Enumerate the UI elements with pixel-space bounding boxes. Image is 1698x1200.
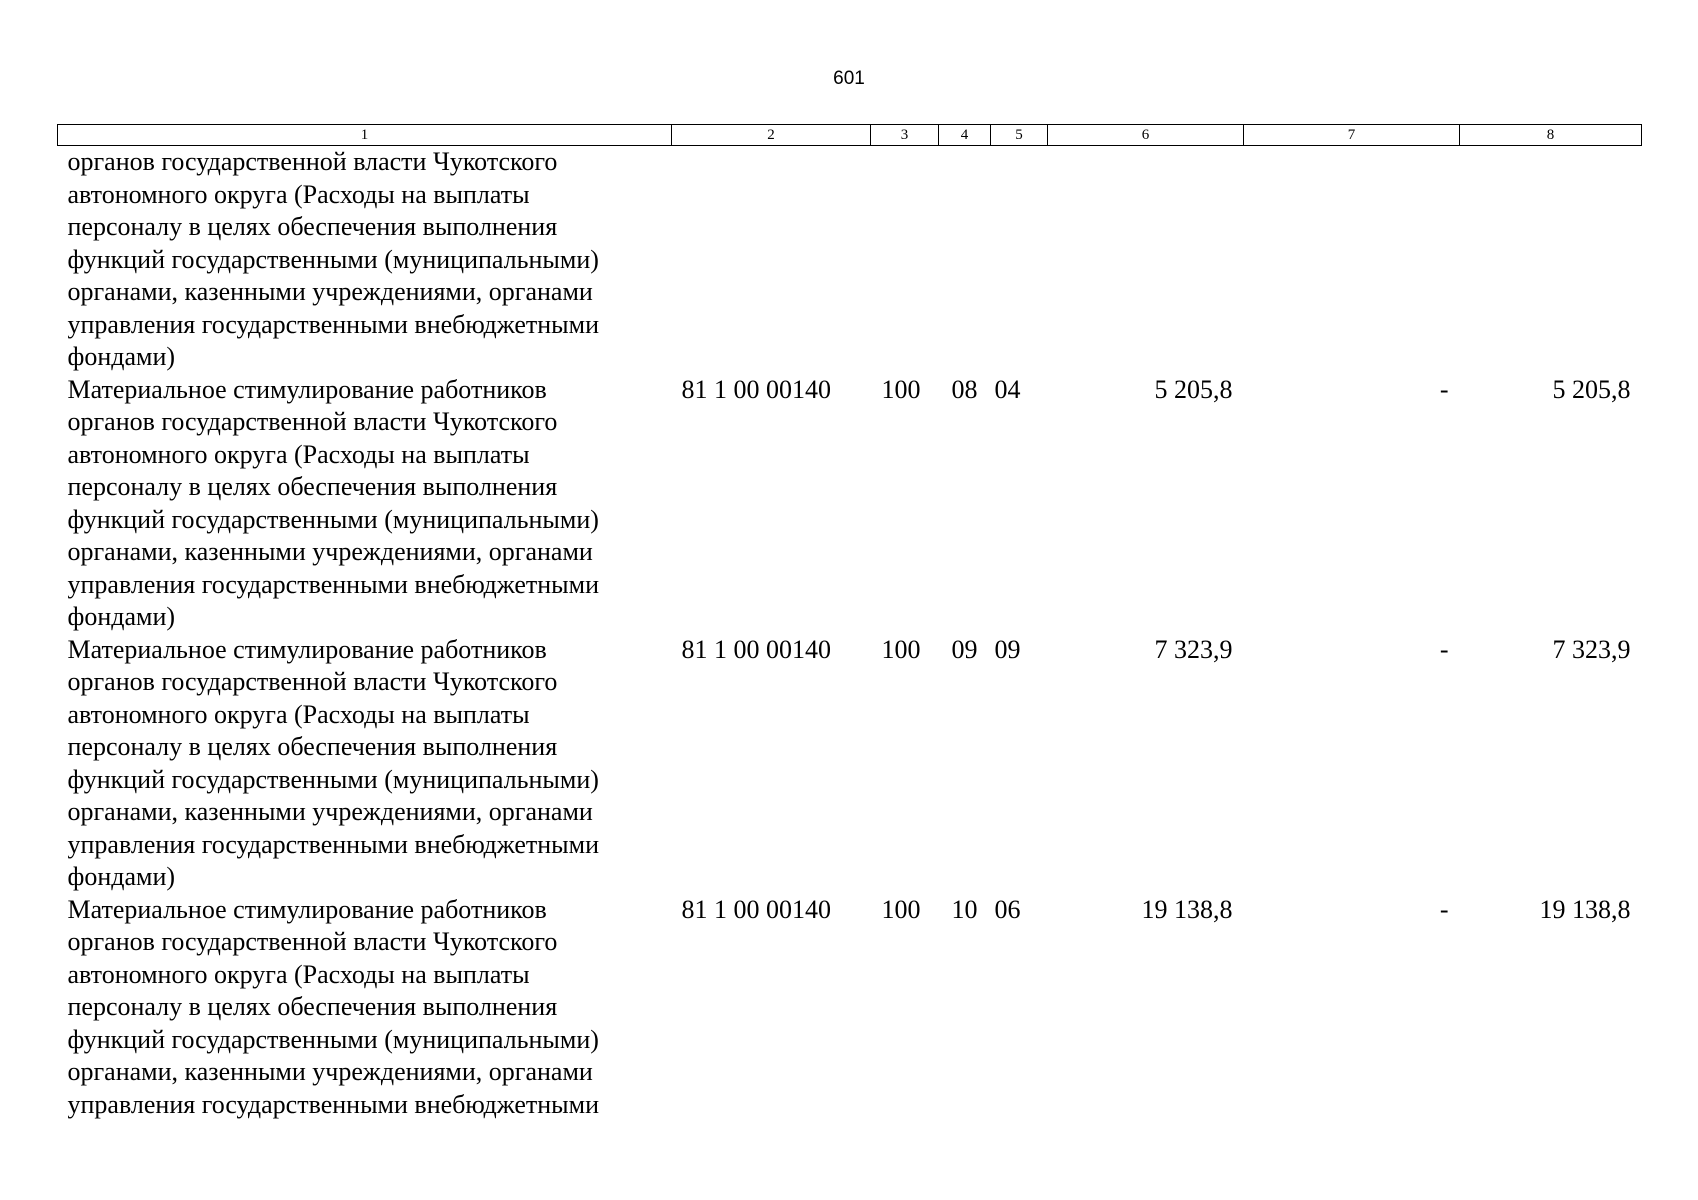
header-col-2: 2 [672, 125, 871, 146]
description-line: персоналу в целях обеспечения выполнения [67, 992, 558, 1021]
header-col-7: 7 [1244, 125, 1460, 146]
description-line: персоналу в целях обеспечения выполнения [67, 732, 558, 761]
table-row [58, 894, 1642, 1122]
amount-col-7: - [1439, 374, 1449, 404]
description-line: управления государственными внебюджетными [67, 1089, 599, 1119]
description-line: Материальное стимулирование работников [67, 894, 547, 924]
amount-col-6: 19 138,8 [1141, 894, 1233, 924]
description-line: функций государственными (муниципальными) [67, 244, 599, 274]
description-line: функций государственными (муниципальными) [67, 1024, 599, 1054]
description-line: функций государственными (муниципальными) [67, 504, 599, 534]
description-line: органов государственной власти Чукотского [67, 927, 558, 956]
row-description [58, 634, 672, 894]
section-code: 10 [951, 894, 978, 924]
description-line: Материальное стимулирование работников [67, 634, 547, 664]
table-header [58, 125, 1642, 146]
description-line: автономного округа (Расходы на выплаты [67, 179, 530, 209]
header-col-5: 5 [991, 125, 1048, 146]
table-row-continued [58, 146, 1642, 374]
row-description [58, 146, 672, 374]
description-line: персоналу в целях обеспечения выполнения [67, 212, 558, 241]
target-article-code: 81 1 00 00140 [681, 374, 831, 404]
header-col-3: 3 [871, 125, 939, 146]
amount-col-8: 7 323,9 [1552, 634, 1631, 664]
amount-col-7: - [1439, 894, 1449, 924]
expense-type-code: 100 [881, 634, 921, 664]
header-col-4: 4 [939, 125, 991, 146]
amount-col-8: 5 205,8 [1552, 374, 1631, 404]
description-line: органов государственной власти Чукотского [67, 407, 558, 436]
amount-col-6: 5 205,8 [1154, 374, 1233, 404]
description-line: фондами) [67, 342, 176, 371]
budget-table [57, 124, 1642, 1121]
target-article-code: 81 1 00 00140 [681, 894, 831, 924]
table-body [58, 146, 1642, 1122]
subsection-code: 06 [994, 894, 1021, 924]
description-line: управления государственными внебюджетными [67, 829, 599, 859]
description-line: функций государственными (муниципальными) [67, 764, 599, 794]
description-line: Материальное стимулирование работников [67, 374, 547, 404]
description-line: органов государственной власти Чукотского [67, 667, 558, 696]
description-line: управления государственными внебюджетными [67, 309, 599, 339]
amount-col-7: - [1439, 634, 1449, 664]
description-line: фондами) [67, 602, 176, 631]
subsection-code: 04 [994, 374, 1021, 404]
amount-col-8: 19 138,8 [1539, 894, 1631, 924]
description-line: органов государственной власти Чукотского [67, 147, 558, 176]
description-line: органами, казенными учреждениями, органами [67, 797, 593, 826]
description-line: автономного округа (Расходы на выплаты [67, 959, 530, 989]
expense-type-code: 100 [881, 374, 921, 404]
amount-col-6: 7 323,9 [1154, 634, 1233, 664]
expense-type-code: 100 [881, 894, 921, 924]
description-line: персоналу в целях обеспечения выполнения [67, 472, 558, 501]
target-article-code: 81 1 00 00140 [681, 634, 831, 664]
header-col-1: 1 [58, 125, 672, 146]
row-description [58, 374, 672, 634]
header-col-6: 6 [1048, 125, 1244, 146]
description-line: органами, казенными учреждениями, органами [67, 1057, 593, 1086]
description-line: органами, казенными учреждениями, органами [67, 537, 593, 566]
description-line: автономного округа (Расходы на выплаты [67, 439, 530, 469]
page-number: 601 [833, 68, 865, 89]
table-row [58, 374, 1642, 634]
section-code: 09 [951, 634, 978, 664]
description-line: органами, казенными учреждениями, органами [67, 277, 593, 306]
description-line: управления государственными внебюджетными [67, 569, 599, 599]
subsection-code: 09 [994, 634, 1021, 664]
description-line: фондами) [67, 862, 176, 891]
header-row [58, 125, 1642, 146]
header-col-8: 8 [1460, 125, 1642, 146]
table-row [58, 634, 1642, 894]
section-code: 08 [951, 374, 978, 404]
description-line: автономного округа (Расходы на выплаты [67, 699, 530, 729]
row-description [58, 894, 672, 1122]
